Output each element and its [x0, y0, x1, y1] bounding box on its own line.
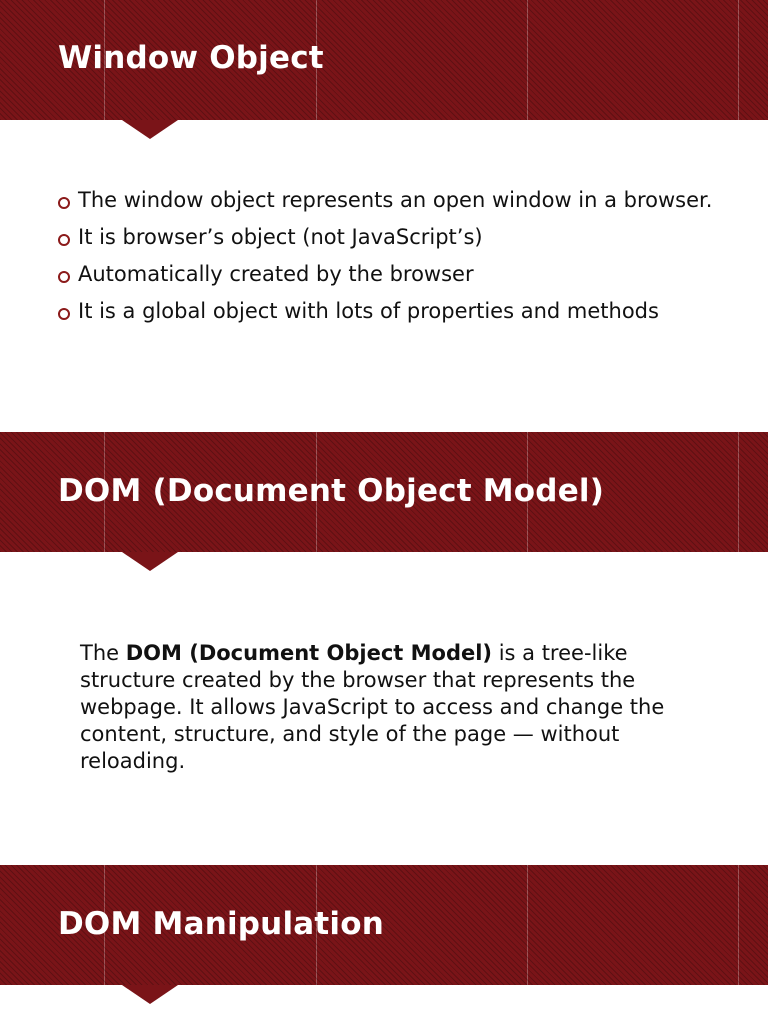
- slide-window-object: [0, 0, 768, 420]
- banner-pointer: [122, 552, 178, 571]
- banner-pointer: [122, 985, 178, 1004]
- title-banner: [0, 0, 768, 120]
- bullet-list: [58, 186, 718, 334]
- title-banner: [0, 865, 768, 985]
- slide-title: DOM (Document Object Model): [58, 473, 605, 509]
- title-banner: [0, 432, 768, 552]
- bullet-item: [58, 297, 718, 325]
- bullet-text: It is browser’s object (not JavaScript’s): [78, 225, 483, 249]
- slide-title: DOM Manipulation: [58, 906, 385, 942]
- bullet-item: [58, 223, 718, 251]
- bullet-text: Automatically created by the browser: [78, 262, 474, 286]
- bullet-item: [58, 186, 718, 214]
- circle-bullet-icon: [58, 197, 70, 209]
- slide-dom-manipulation: [0, 865, 768, 1024]
- dom-description-term: DOM (Document Object Model): [125, 641, 493, 665]
- bullet-item: [58, 260, 718, 288]
- dom-description: [80, 640, 720, 775]
- slide-title: Window Object: [58, 40, 324, 76]
- dom-description-suffix: is a tree-like structure created by the browser that represents the webpage. It allows JavaScript to access and change the content, structure, and style of the page — without reloading.: [80, 641, 665, 773]
- circle-bullet-icon: [58, 271, 70, 283]
- bullet-text: It is a global object with lots of properties and methods: [78, 299, 659, 323]
- circle-bullet-icon: [58, 234, 70, 246]
- circle-bullet-icon: [58, 308, 70, 320]
- dom-description-prefix: The: [80, 641, 126, 665]
- bullet-text: The window object represents an open window in a browser.: [78, 188, 713, 212]
- banner-pointer: [122, 120, 178, 139]
